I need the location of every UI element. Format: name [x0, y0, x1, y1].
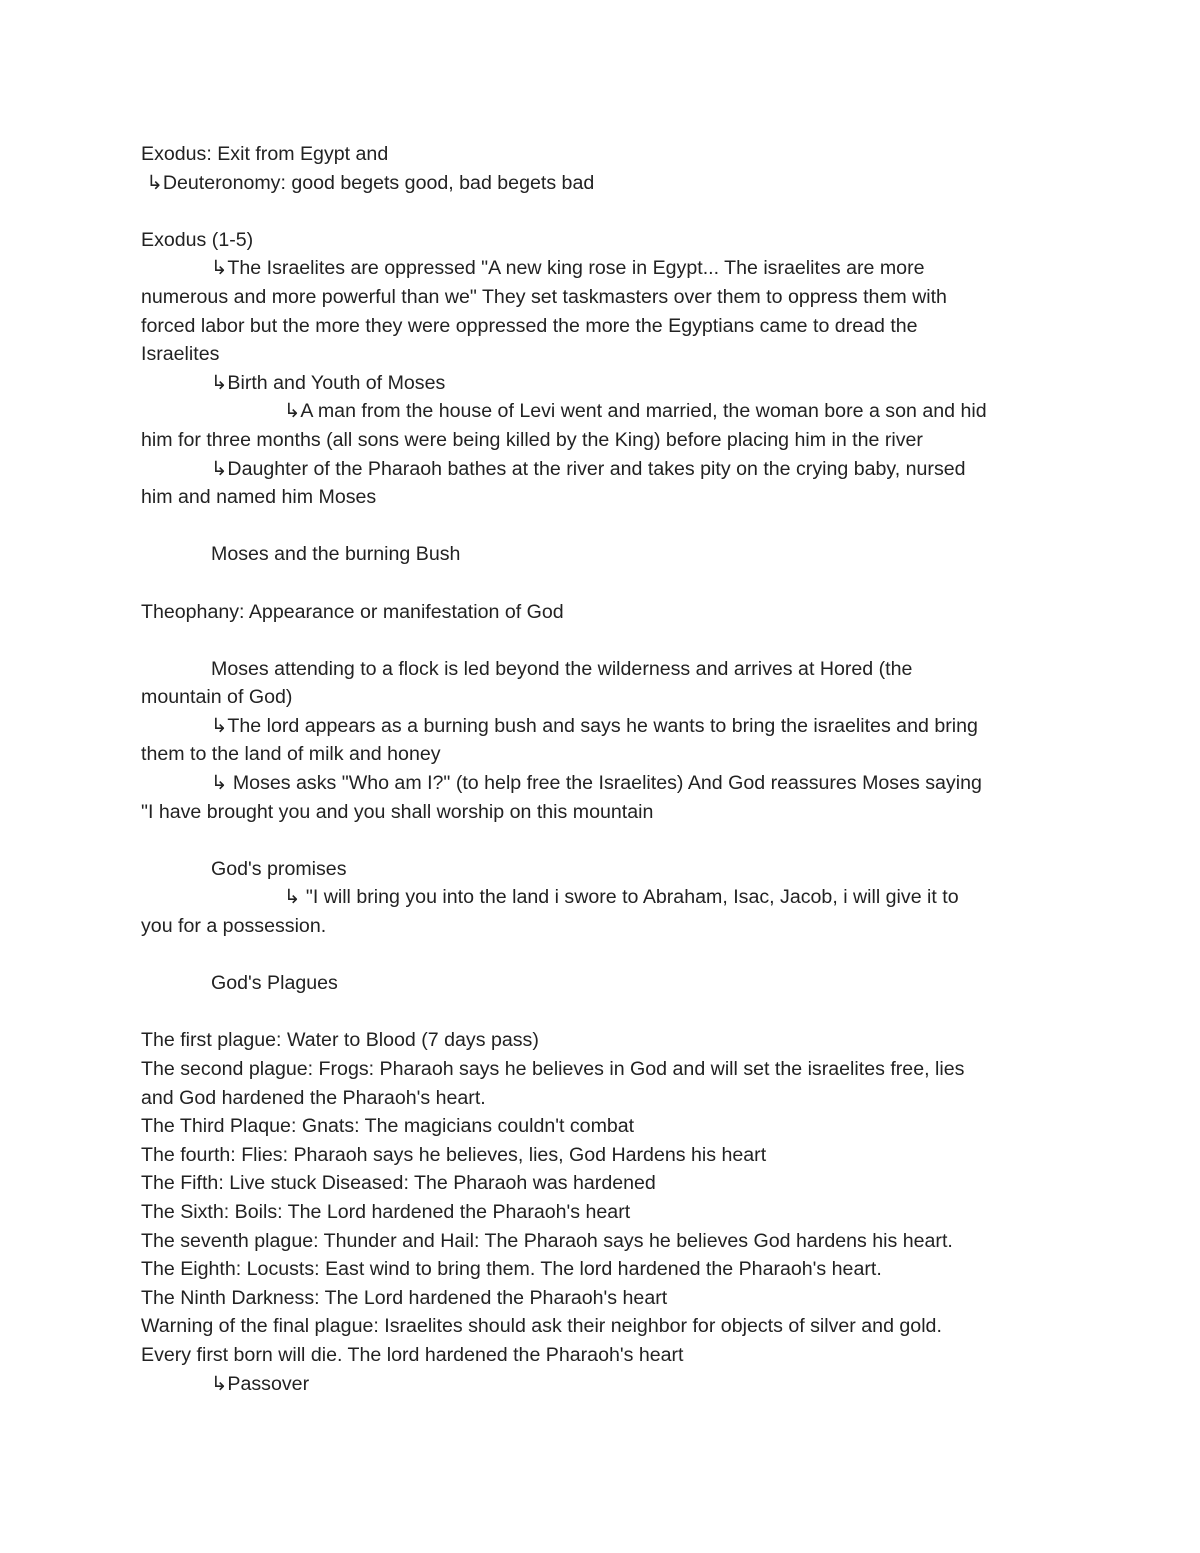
plague-line: Every first born will die. The lord hardened the Pharaoh's heart: [141, 1343, 684, 1366]
blank-line: [141, 569, 1061, 598]
doc-line: him for three months (all sons were being killed by the King) before placing him in the river: [141, 428, 923, 451]
doc-line: Exodus: Exit from Egypt and: [141, 143, 389, 165]
plague-line: The seventh plague: Thunder and Hail: The Pharaoh says he believes God hardens his heart.: [141, 1229, 953, 1252]
doc-line: mountain of God): [141, 686, 293, 709]
plague-line: The Fifth: Live stuck Diseased: The Pharaoh was hardened: [141, 1172, 656, 1195]
doc-line: ↳The Israelites are oppressed "A new king rose in Egypt... The israelites are more: [211, 257, 925, 280]
doc-line: ↳The lord appears as a burning bush and says he wants to bring the israelites and bring: [211, 714, 978, 737]
plague-line: The fourth: Flies: Pharaoh says he believes, lies, God Hardens his heart: [141, 1143, 767, 1166]
doc-line: ↳ "I will bring you into the land i swore to Abraham, Isac, Jacob, i will give it to: [284, 886, 959, 909]
doc-line: you for a possession.: [141, 915, 327, 938]
doc-line: Israelites: [141, 343, 220, 366]
plague-line: The Eighth: Locusts: East wind to bring them. The lord hardened the Pharaoh's heart.: [141, 1258, 882, 1281]
plague-line: The second plague: Frogs: Pharaoh says he believes in God and will set the israelites free, lies: [141, 1058, 965, 1080]
doc-line: ↳Deuteronomy: good begets good, bad begets bad: [141, 171, 595, 194]
doc-line: ↳Daughter of the Pharaoh bathes at the river and takes pity on the crying baby, nursed: [211, 457, 966, 480]
plague-line: The Ninth Darkness: The Lord hardened the Pharaoh's heart: [141, 1286, 668, 1309]
blank-line: [141, 998, 1061, 1027]
doc-line: ↳ Moses asks "Who am I?" (to help free the Israelites) And God reassures Moses saying: [211, 772, 982, 795]
plague-line: The Sixth: Boils: The Lord hardened the Pharaoh's heart: [141, 1200, 631, 1223]
doc-line: "I have brought you and you shall worship on this mountain: [141, 800, 654, 823]
doc-line: ↳Birth and Youth of Moses: [211, 371, 446, 394]
section-heading: Exodus (1-5): [141, 228, 254, 251]
doc-line: numerous and more powerful than we" They set taskmasters over them to oppress them with: [141, 285, 947, 308]
section-heading: Moses and the burning Bush: [211, 543, 461, 566]
doc-line: ↳Passover: [211, 1372, 310, 1395]
doc-line: ↳A man from the house of Levi went and married, the woman bore a son and hid: [284, 400, 987, 423]
doc-line: him and named him Moses: [141, 486, 377, 509]
doc-line: forced labor but the more they were oppressed the more the Egyptians came to dread the: [141, 314, 918, 337]
blank-line: [141, 197, 1061, 226]
blank-line: [141, 826, 1061, 855]
section-heading: God's promises: [211, 857, 347, 880]
blank-line: [141, 512, 1061, 541]
document-body: [141, 140, 1061, 1398]
doc-line: Moses attending to a flock is led beyond the wilderness and arrives at Hored (the: [211, 657, 913, 680]
doc-line: Theophany: Appearance or manifestation of God: [141, 600, 564, 623]
plague-line: The Third Plaque: Gnats: The magicians couldn't combat: [141, 1115, 635, 1138]
section-heading: God's Plagues: [211, 972, 338, 995]
plague-line: Warning of the final plague: Israelites should ask their neighbor for objects of silver and gold.: [141, 1315, 942, 1338]
doc-line: them to the land of milk and honey: [141, 743, 441, 766]
plague-line: and God hardened the Pharaoh's heart.: [141, 1086, 486, 1109]
blank-line: [141, 941, 1061, 970]
plague-line: The first plague: Water to Blood (7 days pass): [141, 1029, 539, 1052]
blank-line: [141, 626, 1061, 655]
